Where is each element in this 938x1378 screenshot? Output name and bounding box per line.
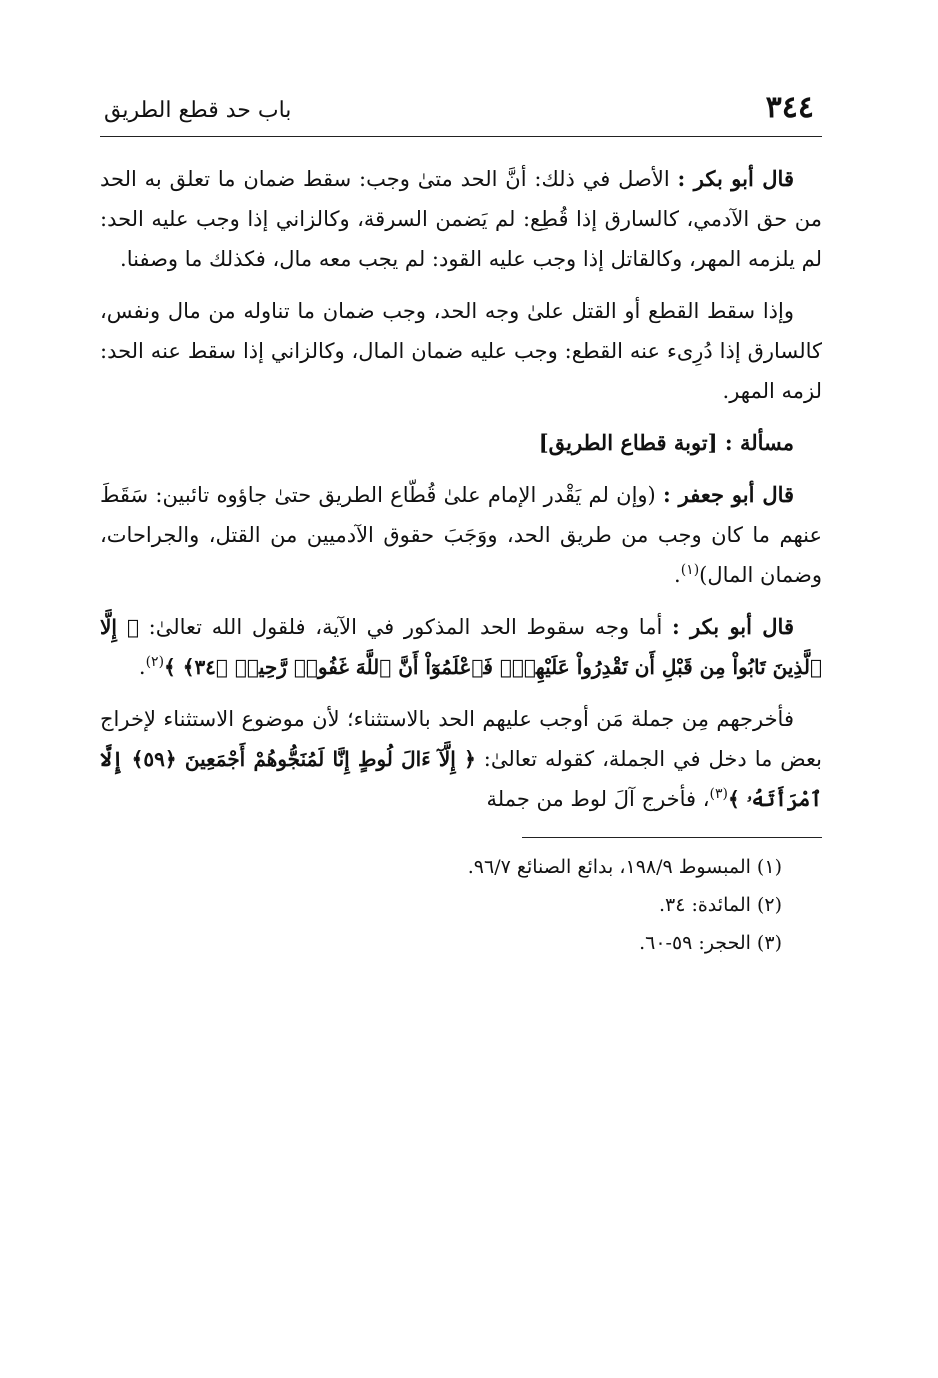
section-heading: مسألة : [توبة قطاع الطريق] (538, 430, 794, 455)
footnote-ref-2[interactable]: (٢) (145, 654, 165, 670)
paragraph-end: . (138, 655, 146, 679)
footnote-ref-3[interactable]: (٣) (709, 786, 728, 802)
quran-verse: ﴿ إِلَّآ ءَالَ لُوطٍ إِنَّا لَمُنَجُّوهُمْ أَجْمَعِينَ ﴿٥٩﴾ إِلَّا ٱمْرَأَتَهُۥ ﴾ (100, 747, 822, 811)
page-body (100, 159, 822, 819)
paragraph-text: فأخرجهم مِن جملة مَن أوجب عليهم الحد بالاستثناء؛ لأن موضوع الاستثناء لإخراج بعض ما دخل في الجملة، كقوله تعالىٰ: (100, 707, 822, 771)
paragraph-end: . (674, 563, 681, 587)
footnote-2: (٢) المائدة: ٣٤. (658, 894, 782, 916)
paragraph-3 (100, 475, 822, 595)
footnote-3: (٣) الحجر: ٥٩-٦٠. (639, 932, 782, 954)
quran-verse: ﴿ إِلَّا ٱلَّذِينَ تَابُواْ مِن قَبْلِ أَن تَقْدِرُواْ عَلَيْهِمْۖ فَٱعْلَمُوٓاْ أَنَّ ٱللَّهَ غَفُورٞ رَّحِيمٞ ﴿٣٤﴾ ﴾ (100, 615, 822, 679)
paragraph-text: الأصل في ذلك: أنَّ الحد متىٰ وجب: سقط ضمان ما تعلق به الحد من حق الآدمي، كالسارق إذا قُطِع: لم يَضمن السرقة، وكالزاني إذا وجب عليه الحد: لم يلزمه المهر، وكالقاتل إذا وجب عليه القود: لم يجب معه مال، فكذلك ما وصفنا. (100, 167, 823, 271)
footnotes (100, 848, 822, 962)
speaker-label: قال أبو جعفر : (663, 482, 795, 507)
speaker-label: قال أبو بكر : (671, 614, 794, 639)
document-page (100, 86, 822, 962)
paragraph-4 (100, 607, 822, 687)
speaker-label: قال أبو بكر : (677, 166, 794, 191)
paragraph-text: أما وجه سقوط الحد المذكور في الآية، فلقول الله تعالىٰ: (138, 615, 672, 639)
page-number: ٣٤٤ (765, 90, 814, 125)
paragraph-2 (100, 291, 822, 411)
page-header (100, 86, 822, 137)
running-title: باب حد قطع الطريق (104, 98, 292, 123)
paragraph-1 (100, 159, 822, 279)
paragraph-text-after: ، فأخرج آلَ لوط من جملة (486, 787, 710, 811)
footnote-ref-1[interactable]: (١) (680, 562, 700, 578)
paragraph-5 (100, 699, 822, 819)
footnote-divider (522, 837, 822, 838)
paragraph-text: (وإن لم يَقْدر الإمام علىٰ قُطّاع الطريق حتىٰ جاؤوه تائبين: سَقَطَ عنهم ما كان وجب من طريق الحد، ووَجَبَ حقوق الآدميين من القتل، والجراحات، وضمان المال) (100, 483, 822, 587)
paragraph-text: وإذا سقط القطع أو القتل علىٰ وجه الحد، وجب ضمان ما تناوله من مال ونفس، كالسارق إذا دُرِىء عنه القطع: وجب عليه ضمان المال، وكالزاني إذا سقط عنه الحد: لزمه المهر. (100, 299, 822, 403)
footnote-1: (١) المبسوط ١٩٨/٩، بدائع الصنائع ٩٦/٧. (467, 856, 782, 878)
